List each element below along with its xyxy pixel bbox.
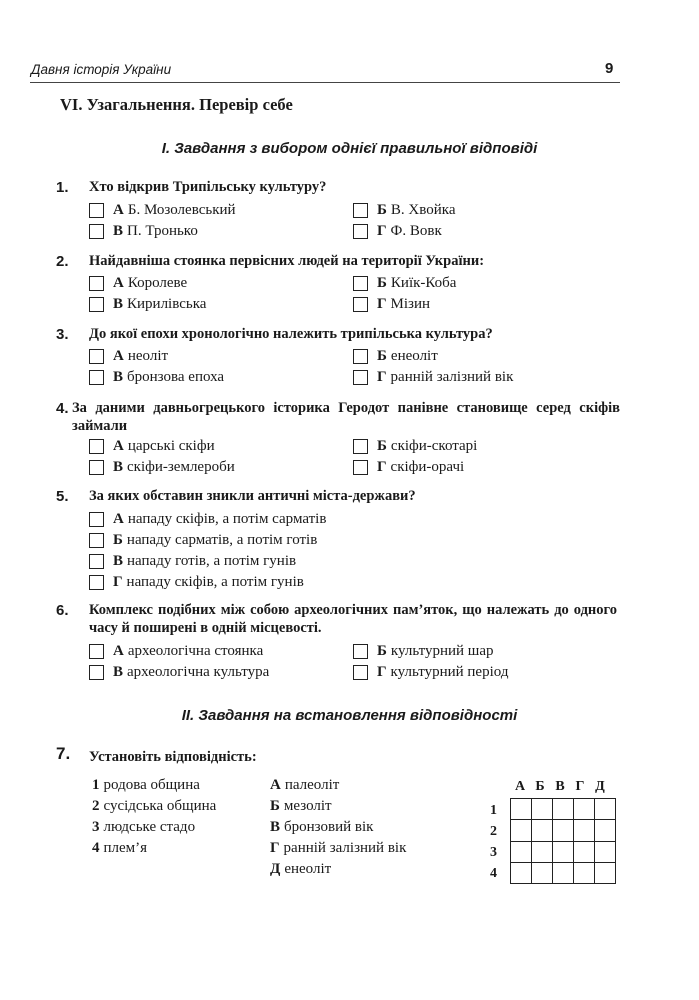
- grid-cell[interactable]: [595, 862, 616, 883]
- answer-checkbox[interactable]: [89, 370, 104, 385]
- question-text: Хто відкрив Трипільську культуру?: [89, 179, 327, 195]
- option-b[interactable]: Б нападу сарматів, а потім готів: [89, 532, 317, 549]
- grid-col-label: Г: [575, 779, 585, 794]
- answer-checkbox[interactable]: [89, 349, 104, 364]
- question-number: 1.: [56, 179, 69, 196]
- answer-checkbox[interactable]: [89, 512, 104, 527]
- grid-cell[interactable]: [595, 820, 616, 841]
- option-v[interactable]: В археологічна культура: [89, 664, 269, 681]
- question-text: Найдавніша стоянка первісних людей на території України:: [89, 253, 485, 269]
- option-a[interactable]: А нападу скіфів, а потім сарматів: [89, 511, 326, 528]
- match-left-item: 3 людське стадо: [92, 819, 196, 835]
- grid-cell[interactable]: [574, 841, 595, 862]
- grid-cell[interactable]: [553, 841, 574, 862]
- answer-checkbox[interactable]: [89, 575, 104, 590]
- option-g[interactable]: Г скіфи-орачі: [353, 459, 464, 476]
- grid-row-label: 3: [490, 845, 497, 860]
- page-number: 9: [605, 60, 614, 77]
- grid-row-labels: [490, 798, 510, 884]
- answer-checkbox[interactable]: [353, 370, 368, 385]
- grid-cell[interactable]: [532, 799, 553, 820]
- question-number: 6.: [56, 602, 69, 619]
- question-number: 2.: [56, 253, 69, 270]
- grid-cell[interactable]: [511, 820, 532, 841]
- answer-checkbox[interactable]: [89, 533, 104, 548]
- grid-cell[interactable]: [511, 799, 532, 820]
- grid-cell[interactable]: [595, 841, 616, 862]
- grid-cell[interactable]: [595, 799, 616, 820]
- option-g[interactable]: Г ранній залізний вік: [353, 369, 513, 386]
- grid-cell[interactable]: [574, 862, 595, 883]
- option-v[interactable]: В нападу готів, а потім гунів: [89, 553, 296, 570]
- answer-checkbox[interactable]: [353, 276, 368, 291]
- answer-checkbox[interactable]: [89, 276, 104, 291]
- option-a[interactable]: А царські скіфи: [89, 438, 215, 455]
- section-title: VI. Узагальнення. Перевір себе: [60, 95, 293, 114]
- option-b[interactable]: Б культурний шар: [353, 643, 494, 660]
- option-v[interactable]: В П. Тронько: [89, 223, 198, 240]
- part-2-title: II. Завдання на встановлення відповідності: [181, 707, 518, 724]
- grid-cell[interactable]: [553, 820, 574, 841]
- answer-checkbox[interactable]: [353, 460, 368, 475]
- option-g[interactable]: Г нападу скіфів, а потім гунів: [89, 574, 304, 591]
- answer-checkbox[interactable]: [89, 439, 104, 454]
- grid-cell[interactable]: [511, 862, 532, 883]
- grid-cell[interactable]: [574, 799, 595, 820]
- grid-cell[interactable]: [553, 799, 574, 820]
- question-text: За яких обставин зникли античні міста-держави?: [89, 488, 416, 504]
- option-a[interactable]: А Б. Мозолевський: [89, 202, 236, 219]
- answer-checkbox[interactable]: [89, 665, 104, 680]
- match-left-item: 4 плем’я: [92, 840, 148, 856]
- grid-cell[interactable]: [532, 841, 553, 862]
- answer-checkbox[interactable]: [89, 224, 104, 239]
- grid-row-label: 4: [490, 866, 497, 881]
- answer-checkbox[interactable]: [353, 439, 368, 454]
- running-header-title: Давня історія України: [31, 62, 172, 77]
- grid-row-label: 2: [490, 824, 497, 839]
- grid-col-label: Д: [595, 779, 605, 794]
- option-a[interactable]: А Королеве: [89, 275, 187, 292]
- answer-checkbox[interactable]: [353, 297, 368, 312]
- question-text: Установіть відповідність:: [89, 749, 257, 765]
- question-number: 5.: [56, 488, 69, 505]
- question-text: Комплекс подібних між собою археологічних пам’яток, що належать до одного часу й поширені в одній місцевості.: [89, 602, 617, 636]
- match-right-item: А палеоліт: [270, 777, 340, 793]
- option-g[interactable]: Г культурний період: [353, 664, 508, 681]
- answer-checkbox[interactable]: [353, 644, 368, 659]
- option-a[interactable]: А археологічна стоянка: [89, 643, 263, 660]
- match-right-item: В бронзовий вік: [270, 819, 374, 835]
- grid-col-label: А: [514, 779, 526, 794]
- answer-checkbox[interactable]: [89, 554, 104, 569]
- header-divider: [30, 82, 620, 83]
- option-a[interactable]: А неоліт: [89, 348, 168, 365]
- match-right-item: Г ранній залізний вік: [270, 840, 407, 856]
- option-v[interactable]: В бронзова епоха: [89, 369, 224, 386]
- option-b[interactable]: Б В. Хвойка: [353, 202, 456, 219]
- grid-cell[interactable]: [532, 820, 553, 841]
- answer-checkbox[interactable]: [89, 460, 104, 475]
- match-right-item: Д енеоліт: [270, 861, 332, 877]
- question-text: До якої епохи хронологічно належить трипільська культура?: [89, 326, 493, 342]
- answer-checkbox[interactable]: [353, 224, 368, 239]
- grid-cell[interactable]: [511, 841, 532, 862]
- option-b[interactable]: Б енеоліт: [353, 348, 438, 365]
- answer-grid-header: [510, 779, 616, 798]
- answer-checkbox[interactable]: [89, 644, 104, 659]
- part-1-title: I. Завдання з вибором однієї правильної відповіді: [161, 140, 538, 157]
- option-v[interactable]: В Кирилівська: [89, 296, 206, 313]
- option-b[interactable]: Б Киїк-Коба: [353, 275, 456, 292]
- question-number: 4.: [56, 400, 69, 417]
- question-number: 3.: [56, 326, 69, 343]
- question-number: 7.: [56, 744, 71, 763]
- answer-grid: [490, 779, 616, 884]
- question-text: За даними давньогрецького історика Геродот панівне становище серед скіфів займали: [72, 400, 620, 434]
- option-b[interactable]: Б скіфи-скотарі: [353, 438, 477, 455]
- answer-checkbox[interactable]: [89, 203, 104, 218]
- match-right-item: Б мезоліт: [270, 798, 332, 814]
- answer-checkbox[interactable]: [353, 349, 368, 364]
- answer-checkbox[interactable]: [353, 203, 368, 218]
- grid-cell[interactable]: [532, 862, 553, 883]
- grid-cell[interactable]: [574, 820, 595, 841]
- grid-cell[interactable]: [553, 862, 574, 883]
- match-left-item: 2 сусідська община: [92, 798, 217, 814]
- answer-grid-table: [510, 798, 616, 884]
- option-g[interactable]: Г Ф. Вовк: [353, 223, 442, 240]
- grid-col-label: Б: [535, 779, 545, 794]
- grid-row-label: 1: [490, 803, 497, 818]
- option-g[interactable]: Г Мізин: [353, 296, 430, 313]
- answer-checkbox[interactable]: [89, 297, 104, 312]
- match-left-item: 1 родова община: [92, 777, 200, 793]
- answer-checkbox[interactable]: [353, 665, 368, 680]
- option-v[interactable]: В скіфи-землероби: [89, 459, 235, 476]
- grid-col-label: В: [555, 779, 565, 794]
